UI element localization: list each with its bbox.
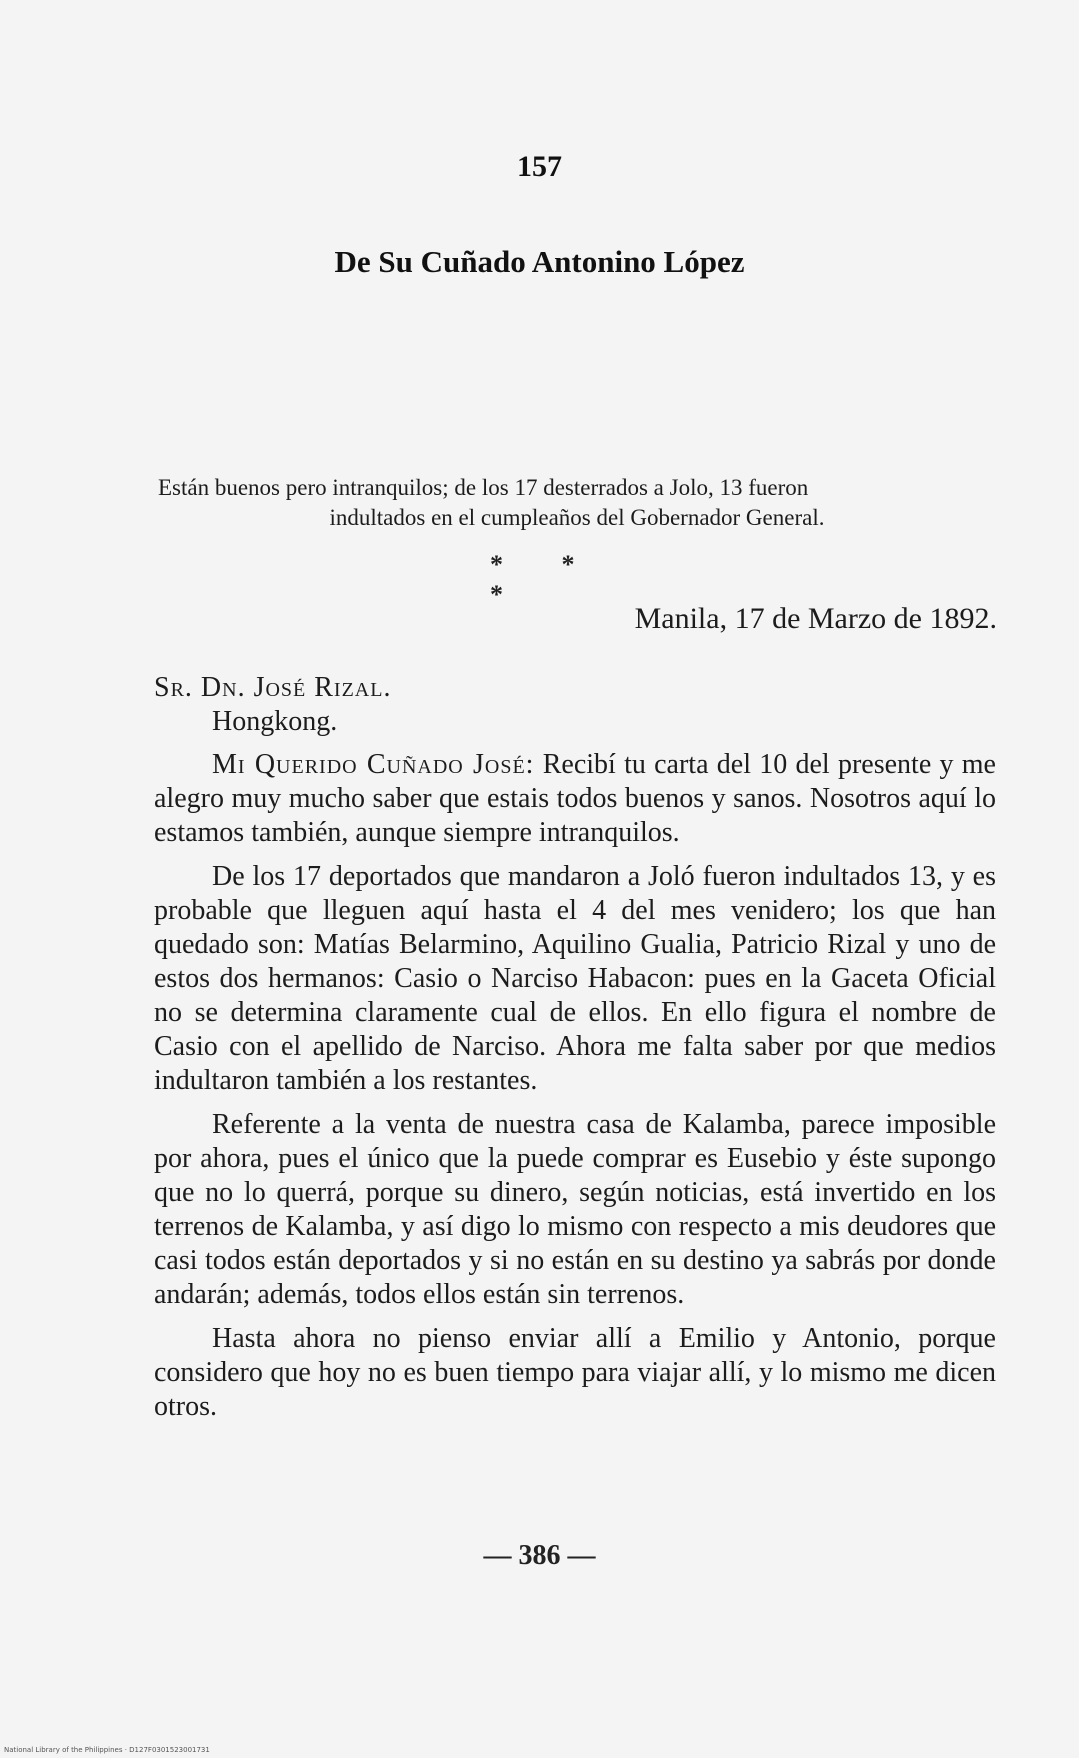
paragraph-4: Hasta ahora no pienso enviar allí a Emilio y Antonio, porque considero que hoy no es buen tiempo para viajar allí, y lo mismo me dicen otros. bbox=[154, 1323, 996, 1422]
recipient-name: Sr. Dn. José Rizal. bbox=[154, 672, 392, 703]
archive-footer: National Library of the Philippines · D127F0301523001731 bbox=[4, 1746, 210, 1754]
summary-line-1: Están buenos pero intranquilos; de los 17 desterrados a Jolo, 13 fueron bbox=[158, 475, 809, 500]
recipient-address bbox=[154, 671, 391, 739]
dateline: Manila, 17 de Marzo de 1892. bbox=[634, 602, 997, 635]
page-number: — 386 — bbox=[483, 1540, 596, 1571]
paragraph-1-text: Recibí tu carta del 10 del presente y me alegro muy mucho saber que estais todos buenos y sanos. Nosotros aquí lo estamos también, aunque siempre intranquilos. bbox=[154, 749, 996, 848]
paragraph-3: Referente a la venta de nuestra casa de Kalamba, parece imposible por ahora, pues el único que la puede comprar es Eusebio y éste supongo que no lo querrá, porque su dinero, según noticias, está invertido en los terrenos de Kalamba, y así digo lo mismo con respecto a mis deudores que casi todos están deportados y si no están en su destino ya sabrás por donde andarán; además, todos ellos están sin terrenos. bbox=[154, 1109, 996, 1310]
salutation: Mi Querido Cuñado José: bbox=[212, 749, 535, 780]
summary-line-2: indultados en el cumpleaños del Gobernador General. bbox=[329, 505, 825, 530]
letter-summary bbox=[158, 473, 996, 533]
paragraph-1 bbox=[154, 748, 996, 850]
paragraph-2: De los 17 deportados que mandaron a Joló fueron indultados 13, y es probable que lleguen aquí hasta el 4 del mes venidero; los que han quedado son: Matías Belarmino, Aquilino Gualia, Patricio Rizal y uno de estos dos hermanos: Casio o Narciso Habacon: pues en la Gaceta Oficial no se determina claramente cual de ellos. En ello figura el nombre de Casio con el apellido de Narciso. Ahora me falta saber por que medios indultaron también a los restantes. bbox=[154, 861, 996, 1096]
letter-body bbox=[154, 748, 996, 1434]
letter-title: De Su Cuñado Antonino López bbox=[334, 244, 745, 279]
recipient-city: Hongkong. bbox=[212, 706, 338, 737]
section-separator: * * * bbox=[490, 550, 601, 609]
letter-number: 157 bbox=[517, 150, 562, 183]
